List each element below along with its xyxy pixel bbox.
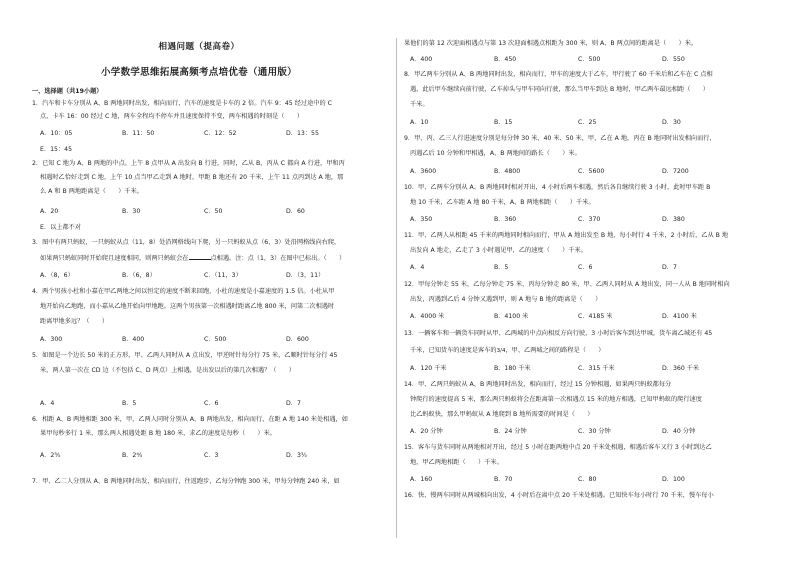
question-13-line-1: 13．一辆客车和一辆货车同时从甲、乙两城的中点向相反方向行驶，3 小时后客车到达甲城，货车离乙城还有 45: [404, 330, 713, 337]
question-1-option-d[interactable]: D．13：55: [286, 130, 319, 137]
question-15-option-c[interactable]: C．80: [578, 476, 597, 483]
question-5-option-b[interactable]: B．5: [122, 400, 137, 407]
question-3-line-2-tail: 点相遇。注：点（1，3）在图中已标出。（ ）: [210, 255, 346, 262]
question-10-line-2: 地 10 千米，乙车距 A 地 80 千米，A、B 两地相距（ ）千米。: [410, 199, 595, 206]
question-1-option-c[interactable]: C．12：52: [204, 130, 237, 137]
question-14-line-3: 比乙蚂蚁快，那么甲蚂蚁从 A 地爬到 B 地所需要的时间是（ ）: [410, 411, 594, 418]
question-14-option-c[interactable]: C．30 分钟: [578, 428, 611, 435]
question-10-line-1: 10．甲、乙两车分别从 A、B 两地同时相对开出，4 小时后两车相遇，然后各自继续行驶 3 小时，此时甲车距 B: [404, 184, 711, 191]
question-8-line-3: 千米。: [410, 101, 429, 108]
question-8-line-1: 8．甲乙两车分别从 A、B 两地同时出发，相向而行，甲车的速度大于乙车，甲行驶了 60 千米后和乙车在 C 点相: [404, 71, 713, 78]
question-15-option-a[interactable]: A．160: [410, 476, 433, 483]
question-6-option-d[interactable]: D．3⅗: [286, 452, 307, 459]
question-16-line-1: 16．快、慢两车同时从两城相向出发，4 小时后在离中点 20 千米处相遇。已知快车每小时行 70 千米，慢车每小: [404, 492, 714, 499]
question-15-line-2: 地，甲乙两地相距（ ）千米。: [410, 459, 503, 466]
question-2-option-c[interactable]: C．50: [204, 208, 223, 215]
page-subtitle: 小学数学思维拓展高频考点培优卷（通用版）: [100, 67, 297, 78]
question-2-option-e[interactable]: E．以上都不对: [40, 224, 82, 231]
question-11-option-b[interactable]: B．5: [494, 264, 509, 271]
question-9-option-a[interactable]: A．3600: [410, 168, 437, 175]
question-2-line-3: 么 A 和 B 两地距离是（ ）千米。: [40, 188, 143, 195]
question-8-option-c[interactable]: C．25: [578, 119, 597, 126]
question-15-option-d[interactable]: D．100: [662, 476, 685, 483]
fraction: 3/4: [496, 348, 506, 354]
question-4-option-c[interactable]: C．500: [204, 336, 227, 343]
question-9-option-b[interactable]: B．4800: [494, 168, 521, 175]
question-8-option-d[interactable]: D．30: [662, 119, 681, 126]
question-3-option-c[interactable]: C．（11，3）: [204, 272, 242, 279]
section-heading: 一、选择题（共19小题）: [32, 88, 103, 95]
question-1-option-b[interactable]: B．11：50: [122, 130, 155, 137]
question-13-option-d[interactable]: D．360 千米: [662, 365, 700, 372]
question-2-line-1: 2．已知 C 地为 A、B 两地的中点。上午 8 点甲从 A 出发向 B 行进，同时，乙从 B、丙从 C 都向 A 行进，甲和丙: [32, 160, 345, 167]
answer-blank[interactable]: [189, 253, 211, 260]
question-5-line-2: 米，两人第一次在 CD 边（不包括 C、D 两点）上相遇，是出发以后的第几次相遇？（ ）: [40, 367, 295, 374]
question-5-option-a[interactable]: A．4: [40, 400, 55, 407]
question-7-option-a[interactable]: A．400: [410, 56, 433, 63]
question-10-option-d[interactable]: D．380: [662, 216, 685, 223]
question-4-option-a[interactable]: A．300: [40, 336, 63, 343]
question-11-line-2: 出发向 A 地走，乙走了 3 小时遇见甲，乙的速度（ ）千米。: [410, 247, 587, 254]
question-9-option-d[interactable]: D．7200: [662, 168, 689, 175]
question-8-option-a[interactable]: A．10: [410, 119, 429, 126]
question-1-option-e[interactable]: E．15：45: [40, 146, 73, 153]
question-6-line-2: 果甲每秒多行 1 米，那么两人相遇处距 B 地 180 米，求乙的速度是每秒（ ）米。: [40, 430, 276, 437]
question-14-option-a[interactable]: A．20 分钟: [410, 428, 443, 435]
question-12-line-2: 出发，丙遇到乙后 4 分钟又遇到甲，则 A 地与 B 地的距离是（ ）: [410, 296, 602, 303]
question-3-line-2: [40, 253, 345, 263]
question-7-option-c[interactable]: C．500: [578, 56, 601, 63]
question-13-line-2-text: 千米，已知货车的速度是客车的: [410, 347, 497, 354]
question-4-line-1: 4．两个男孩小杜和小嘉在甲乙两地之间以恒定的速度不断来回跑，小杜的速度是小嘉速度的 1.5 倍。小杜从甲: [32, 288, 335, 295]
question-10-option-a[interactable]: A．350: [410, 216, 433, 223]
question-3-option-b[interactable]: B．（6，8）: [122, 272, 156, 279]
question-4-line-3: 距离甲地多远？（ ）: [40, 318, 109, 325]
question-4-option-d[interactable]: D．600: [286, 336, 309, 343]
question-12-line-1: 12．甲每分钟走 55 米，乙每分钟走 75 米，丙每分钟走 80 米，甲、乙两人同时从 A 地出发，同一人从 B 地同时相向: [404, 281, 730, 288]
question-3-line-1: 3．图中有两只蚂蚁，一只蚂蚁从点（11，8）处沿网格线向下爬，另一只蚂蚁从点（6，3）处沿网格线向右爬，: [32, 239, 341, 246]
question-7-line-2: 果他们的第 12 次迎面相遇点与第 13 次迎面相遇点相距为 300 米，则 A、B 两点间的距离是（ ）米。: [404, 40, 698, 47]
question-6-option-b[interactable]: B．2⅘: [122, 452, 143, 459]
question-3-option-a[interactable]: A．（8，6）: [40, 272, 74, 279]
question-11-option-a[interactable]: A．4: [410, 264, 425, 271]
question-11-option-d[interactable]: D．7: [662, 264, 677, 271]
question-10-option-c[interactable]: C．370: [578, 216, 601, 223]
question-7-line-1: 7．甲、乙二人分别从 A、B 两地同时出发，相向而行，往返跑步，乙每分钟跑 300 米，甲每分钟跑 240 米，如: [32, 478, 340, 485]
question-1-line-2: 点，卡车 16：00 经过 C 地，两车全程均不停车并且速度保持不变，两车相遇的时刻是（ ）: [40, 113, 304, 120]
question-11-line-1: 11．甲、乙两人从相距 45 千米的两地同时相向而行，甲从 A 地出发至 B 地，每小时行 4 千米，2 小时后，乙从 B 地: [404, 232, 729, 239]
question-5-option-c[interactable]: C．6: [204, 400, 219, 407]
question-2-option-d[interactable]: D．60: [286, 208, 305, 215]
question-13-line-2: [410, 347, 604, 355]
question-12-option-c[interactable]: C．4185 米: [578, 313, 613, 320]
question-6-option-c[interactable]: C．3: [204, 452, 219, 459]
question-13-line-2-tail: ，甲、乙两城之间的路程是（ ）: [505, 347, 605, 354]
question-12-option-a[interactable]: A．4000 米: [410, 313, 445, 320]
page-title: 相遇问题（提高卷）: [158, 42, 240, 52]
question-15-option-b[interactable]: B．70: [494, 476, 513, 483]
question-14-option-b[interactable]: B．24 分钟: [494, 428, 527, 435]
question-2-line-2: 相遇时乙恰好走到 C 地，上午 10 点当甲乙走到 A 地时，甲距 B 地还有 20 千米，上午 11 点丙到达 A 地，那: [40, 174, 344, 181]
question-7-option-d[interactable]: D．550: [662, 56, 685, 63]
question-13-option-a[interactable]: A．120 千米: [410, 365, 447, 372]
question-13-option-c[interactable]: C．315 千米: [578, 365, 615, 372]
question-5-option-d[interactable]: D．7: [286, 400, 301, 407]
question-14-line-2: 钟爬行的速度提高 5 米，那么两只蚂蚁将会在距离第一次相遇点 15 米的地方相遇，已知甲蚂蚁的爬行速度: [410, 396, 702, 403]
question-6-option-a[interactable]: A．2⅗: [40, 452, 61, 459]
question-10-option-b[interactable]: B．360: [494, 216, 517, 223]
question-9-option-c[interactable]: C．5600: [578, 168, 605, 175]
question-5-line-1: 5．如图是一个边长 50 米的正方形，甲、乙两人同时从 A 点出发，甲逆时针每分行 75 米，乙顺时针每分行 45: [32, 352, 338, 359]
question-8-line-2: 遇，此后甲车继续向前行驶，乙车掉头与甲车同向行驶，那么当甲车到达 B 地时，甲乙两车最远相距（ ）: [410, 86, 709, 93]
question-6-line-1: 6．相距 A、B 两地相距 300 米，甲、乙两人同时分别从 A、B 两地出发，相向而行，在距 A 地 140 米处相遇，如: [32, 416, 348, 423]
question-1-option-a[interactable]: A．10：05: [40, 130, 73, 137]
question-3-option-d[interactable]: D．（3，11）: [286, 272, 325, 279]
question-9-line-1: 9．甲、丙、乙三人行进速度分别是每分钟 30 米、40 米、50 米，甲、乙在 A 地，丙在 B 地同时出发相向而行，: [404, 135, 716, 142]
question-12-option-b[interactable]: B．4100 米: [494, 313, 529, 320]
question-1-line-1: 1．汽车和卡车分别从 A、B 两地同时出发，相向而行，汽车的速度是卡车的 2 倍。汽车 9：45 经过途中的 C: [32, 100, 332, 107]
question-11-option-c[interactable]: C．6: [578, 264, 593, 271]
question-2-option-a[interactable]: A．20: [40, 208, 59, 215]
right-column: [398, 0, 794, 561]
question-15-line-1: 15．客车与货车同时从两地相对开出，经过 5 小时在距两地中点 20 千米处相遇，相遇后客车又行 3 小时到达乙: [404, 444, 712, 451]
question-2-option-b[interactable]: B．30: [122, 208, 141, 215]
question-14-line-1: 14．甲、乙两只蚂蚁从 A、B 两地同时出发，相向而行，经过 15 分钟相遇，如果两只蚂蚁都每分: [404, 381, 672, 388]
question-7-option-b[interactable]: B．450: [494, 56, 517, 63]
question-13-option-b[interactable]: B．180 千米: [494, 365, 531, 372]
question-9-line-2: 丙遇乙后 10 分钟和甲相遇，A、B 两地间的路长（ ）米。: [410, 150, 581, 157]
question-4-option-b[interactable]: B．400: [122, 336, 145, 343]
question-12-option-d[interactable]: D．4100 米: [662, 313, 697, 320]
question-14-option-d[interactable]: D．40 分钟: [662, 428, 696, 435]
question-3-line-2-text: 如果两只蚂蚁同时开始爬且速度相同，则两只蚂蚁会在: [40, 255, 189, 262]
question-8-option-b[interactable]: B．15: [494, 119, 513, 126]
question-4-line-2: 地开始向乙地跑，而小嘉从乙地开始向甲地跑。这两个男孩第一次相遇时距离乙地 800 米，问第二次相遇时: [40, 303, 335, 310]
